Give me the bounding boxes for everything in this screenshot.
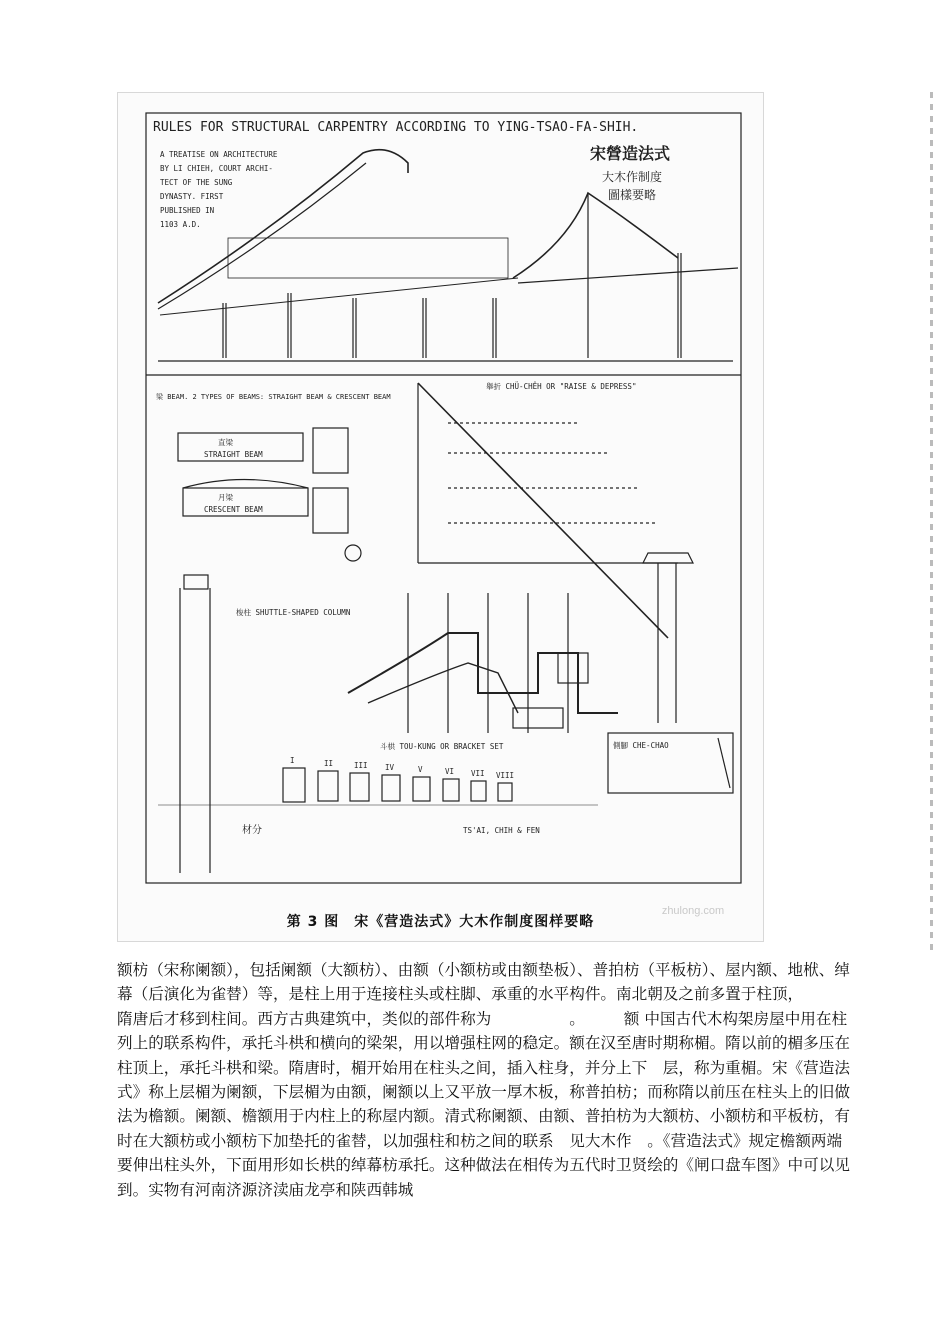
intro-line: DYNASTY. FIRST xyxy=(160,192,224,201)
cai-grade: III xyxy=(354,761,368,770)
intro-line: TECT OF THE SUNG xyxy=(160,178,233,187)
beam-label: 月梁 xyxy=(218,493,233,502)
cai-grade: VI xyxy=(445,767,455,776)
watermark: zhulong.com xyxy=(661,905,725,917)
beam-label: STRAIGHT BEAM xyxy=(204,450,263,459)
intro-line: 1103 A.D. xyxy=(160,220,201,229)
cai-title: 材分 xyxy=(242,825,262,836)
beam-title: 梁 BEAM. 2 TYPES OF BEAMS: STRAIGHT BEAM & CRESCENT BEAM xyxy=(156,393,391,401)
figure-subtitle-1: 大木作制度 xyxy=(602,170,663,184)
cai-grade: VII xyxy=(471,769,485,778)
architectural-figure xyxy=(117,92,764,942)
figure-caption: 第 3 图 宋《营造法式》大木作制度图样要略 xyxy=(286,914,595,930)
figure-title-en: RULES FOR STRUCTURAL CARPENTRY ACCORDING TO YING-TSAO-FA-SHIH. xyxy=(153,120,639,135)
cai-grade: I xyxy=(290,756,295,765)
beam-label: CRESCENT BEAM xyxy=(204,505,263,514)
cai-grade: IV xyxy=(385,763,395,772)
carpentry-drawing xyxy=(118,93,764,942)
body-text xyxy=(117,958,857,1202)
cai-grade: VIII xyxy=(496,771,515,780)
beam-label: 直梁 xyxy=(218,438,233,447)
paragraph: 隋唐后才移到柱间。西方古典建筑中，类似的部件称为 。 额 中国古代木构架房屋中用在柱列上的联系构件，承托斗栱和横向的梁架，用以增强柱网的稳定。额在汉至唐时期称楣。隋以前的楣多压在柱顶上，承托斗栱和梁。隋唐时，楣开始用在柱头之间，插入柱身，并分上下 层，称为重楣。宋《营造法式》称上层楣为阑额，下层楣为由额，阑额以上又平放一厚木板，称普拍枋；而称隋以前压在柱头上的旧做法为檐额。阑额、檐额用于内柱上的称屋内额。清式称阑额、由额、普拍枋为大额枋、小额枋和平板枋，有时在大额枋或小额枋下加垫托的雀替，以加强柱和枋之间的联系 见大木作 。《营造法式》规定檐额两端要伸出柱头外，下面用形如长栱的绰幕枋承托。这种做法在相传为五代时卫贤绘的《闸口盘车图》中可以见到。实物有河南济源济渎庙龙亭和陕西韩城 xyxy=(117,1009,850,1199)
figure-subtitle-2: 圖樣要略 xyxy=(608,188,657,202)
paragraph: 额枋（宋称阑额），包括阑额（大额枋）、由额（小额枋或由额垫板）、普拍枋（平板枋）、屋内额、地栿、绰幕（后演化为雀替）等，是柱上用于连接柱头或柱脚、承重的水平构件。南北朝及之前多置于柱顶， xyxy=(117,961,850,1004)
bracket-title: 斗栱 TOU-KUNG OR BRACKET SET xyxy=(380,742,504,751)
figure-title-cn: 宋營造法式 xyxy=(590,144,671,163)
page-edge-divider xyxy=(930,92,933,952)
tsai-chih-label: TS'AI, CHIH & FEN xyxy=(463,826,540,835)
intro-line: PUBLISHED IN xyxy=(160,206,215,215)
shuttle-title: 梭柱 SHUTTLE-SHAPED COLUMN xyxy=(236,608,351,617)
cai-grade: II xyxy=(324,759,334,768)
intro-line: A TREATISE ON ARCHITECTURE xyxy=(160,150,278,159)
cai-grade: V xyxy=(418,765,423,774)
intro-line: BY LI CHIEH, COURT ARCHI- xyxy=(160,164,273,173)
drawing-frame xyxy=(146,113,741,883)
raise-title: 舉折 CHÜ-CHÊH OR "RAISE & DEPRESS" xyxy=(486,382,637,391)
che-chao-label: 側腳 CHE-CHAO xyxy=(613,741,669,750)
